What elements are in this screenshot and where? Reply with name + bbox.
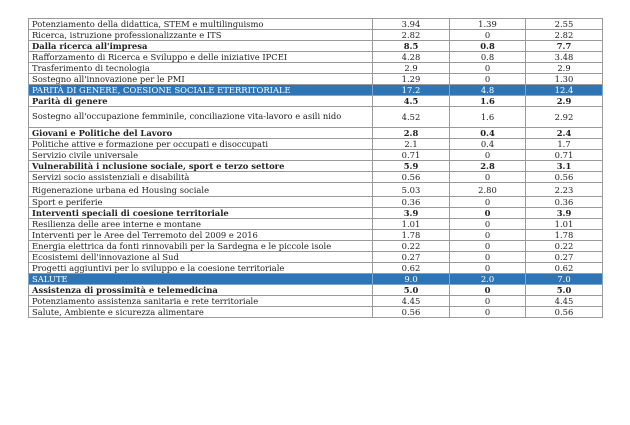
value-col-3: 3.1 [526,161,603,172]
value-col-2: 0 [450,172,526,183]
value-total: 3.94 [373,19,450,30]
value-col-3: 0.62 [526,263,603,274]
value-col-3: 12.4 [526,85,603,96]
row-label: Giovani e Politiche del Lavoro [29,128,373,139]
row-label: SALUTE [29,274,373,285]
subsection-row [29,96,603,107]
row-label: Parità di genere [29,96,373,107]
value-col-2: 2.0 [450,274,526,285]
value-col-2: 0 [450,263,526,274]
value-total: 2.9 [373,63,450,74]
value-total: 0.62 [373,263,450,274]
value-col-3: 7.7 [526,41,603,52]
value-total: 4.45 [373,296,450,307]
value-col-3: 0.22 [526,241,603,252]
value-total: 3.9 [373,208,450,219]
value-col-2: 2.8 [450,161,526,172]
table-row [29,74,603,85]
row-label: Servizio civile universale [29,150,373,161]
row-label: Sostegno all'innovazione per le PMI [29,74,373,85]
row-label: Potenziamento assistenza sanitaria e rete territoriale [29,296,373,307]
value-col-3: 2.55 [526,19,603,30]
row-label: Salute, Ambiente e sicurezza alimentare [29,307,373,318]
value-total: 5.03 [373,183,450,197]
value-total: 9.0 [373,274,450,285]
subsection-row [29,285,603,296]
table-row [29,230,603,241]
value-col-2: 0 [450,296,526,307]
row-label: Sostegno all'occupazione femminile, conciliazione vita-lavoro e asili nido [29,107,373,128]
section-header-row [29,274,603,285]
table-row [29,296,603,307]
table-row [29,172,603,183]
value-total: 1.01 [373,219,450,230]
row-label: Potenziamento della didattica, STEM e multilinguismo [29,19,373,30]
value-col-3: 1.30 [526,74,603,85]
value-col-2: 0.8 [450,41,526,52]
value-col-3: 1.01 [526,219,603,230]
table-row [29,219,603,230]
value-total: 0.36 [373,197,450,208]
value-col-3: 1.78 [526,230,603,241]
value-col-3: 5.0 [526,285,603,296]
table-row [29,263,603,274]
value-col-3: 2.9 [526,96,603,107]
row-label: Interventi speciali di coesione territoriale [29,208,373,219]
value-total: 5.0 [373,285,450,296]
value-col-2: 0 [450,252,526,263]
table-row [29,19,603,30]
value-col-3: 2.4 [526,128,603,139]
value-col-2: 0 [450,230,526,241]
value-col-2: 0 [450,208,526,219]
value-total: 1.29 [373,74,450,85]
row-label: Servizi socio assistenziali e disabilità [29,172,373,183]
value-col-2: 0 [450,63,526,74]
row-label: Rafforzamento di Ricerca e Sviluppo e delle iniziative IPCEI [29,52,373,63]
value-total: 1.78 [373,230,450,241]
value-col-2: 0 [450,150,526,161]
row-label: PARITÀ DI GENERE, COESIONE SOCIALE ETERRITORIALE [29,85,373,96]
value-total: 0.56 [373,172,450,183]
value-col-3: 3.9 [526,208,603,219]
row-label: Vulnerabilità i nclusione sociale, sport e terzo settore [29,161,373,172]
table-row [29,52,603,63]
budget-table-container [28,18,602,318]
row-label: Rigenerazione urbana ed Housing sociale [29,183,373,197]
subsection-row [29,41,603,52]
value-col-3: 0.36 [526,197,603,208]
value-total: 5.9 [373,161,450,172]
value-col-2: 0.4 [450,139,526,150]
value-col-3: 0.56 [526,172,603,183]
table-row [29,252,603,263]
value-total: 0.71 [373,150,450,161]
value-col-3: 7.0 [526,274,603,285]
table-row [29,307,603,318]
value-total: 17.2 [373,85,450,96]
row-label: Trasferimento di tecnologia [29,63,373,74]
budget-table [28,18,603,318]
table-row [29,241,603,252]
value-col-3: 0.56 [526,307,603,318]
row-label: Ricerca, istruzione professionalizzante e ITS [29,30,373,41]
value-col-2: 0.8 [450,52,526,63]
value-total: 2.82 [373,30,450,41]
value-col-3: 0.71 [526,150,603,161]
value-col-3: 2.82 [526,30,603,41]
value-col-2: 0 [450,241,526,252]
table-row [29,183,603,197]
value-col-2: 0 [450,307,526,318]
table-row [29,139,603,150]
table-row [29,107,603,128]
subsection-row [29,128,603,139]
subsection-row [29,208,603,219]
value-col-3: 0.27 [526,252,603,263]
row-label: Assistenza di prossimità e telemedicina [29,285,373,296]
row-label: Resilienza delle aree interne e montane [29,219,373,230]
value-total: 8.5 [373,41,450,52]
value-col-2: 0 [450,219,526,230]
table-row [29,30,603,41]
subsection-row [29,161,603,172]
table-row [29,150,603,161]
value-col-2: 2.80 [450,183,526,197]
value-col-2: 0 [450,74,526,85]
row-label: Ecosistemi dell'innovazione al Sud [29,252,373,263]
row-label: Politiche attive e formazione per occupati e disoccupati [29,139,373,150]
value-total: 2.8 [373,128,450,139]
value-col-3: 2.23 [526,183,603,197]
value-total: 4.28 [373,52,450,63]
section-header-row [29,85,603,96]
value-col-2: 0 [450,197,526,208]
value-col-2: 1.6 [450,107,526,128]
table-row [29,197,603,208]
value-col-2: 0.4 [450,128,526,139]
value-col-3: 4.45 [526,296,603,307]
value-total: 0.22 [373,241,450,252]
value-col-2: 1.39 [450,19,526,30]
value-col-2: 0 [450,285,526,296]
row-label: Progetti aggiuntivi per lo sviluppo e la coesione territoriale [29,263,373,274]
value-col-2: 4.8 [450,85,526,96]
value-col-3: 2.9 [526,63,603,74]
value-total: 4.52 [373,107,450,128]
value-col-2: 0 [450,30,526,41]
value-col-3: 3.48 [526,52,603,63]
value-col-3: 1.7 [526,139,603,150]
row-label: Interventi per le Aree del Terremoto del 2009 e 2016 [29,230,373,241]
value-total: 4.5 [373,96,450,107]
table-row [29,63,603,74]
value-col-3: 2.92 [526,107,603,128]
row-label: Dalla ricerca all'impresa [29,41,373,52]
value-total: 0.27 [373,252,450,263]
row-label: Sport e periferie [29,197,373,208]
row-label: Energia elettrica da fonti rinnovabili per la Sardegna e le piccole isole [29,241,373,252]
value-col-2: 1.6 [450,96,526,107]
table-body [29,19,603,318]
value-total: 2.1 [373,139,450,150]
value-total: 0.56 [373,307,450,318]
